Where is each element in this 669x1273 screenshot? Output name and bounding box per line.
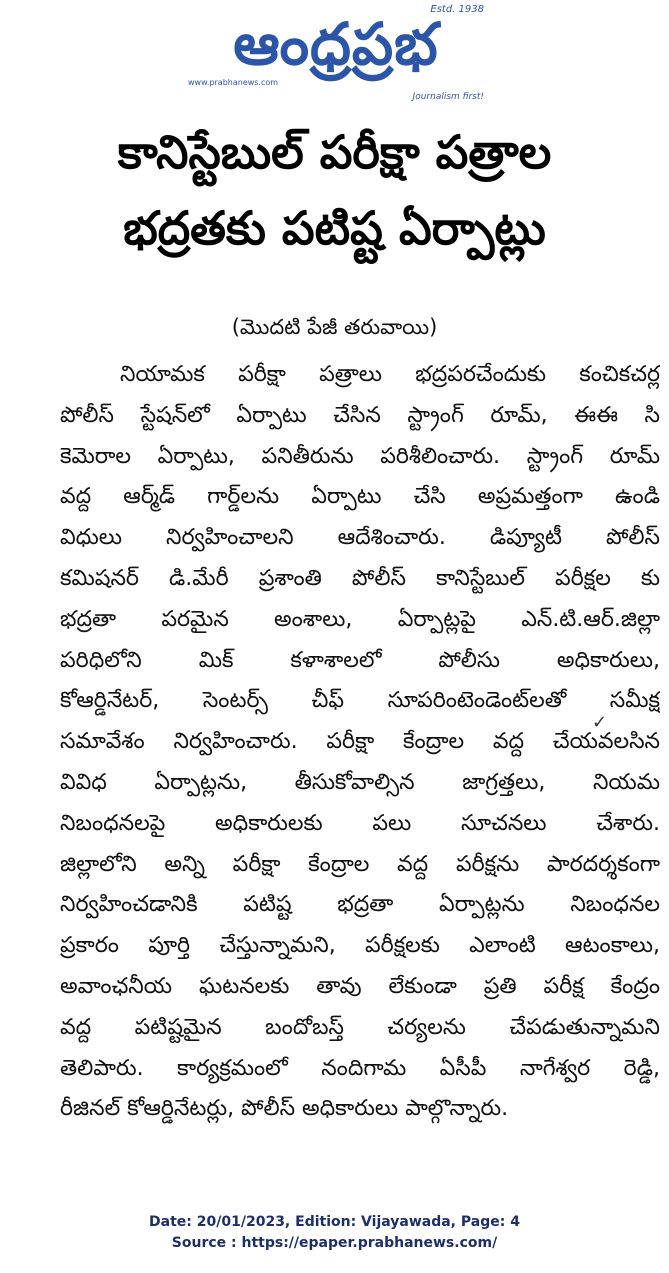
article-line: జిల్లాలోని అన్ని పరీక్షా కేంద్రాల వద్ద పరీక్షను పారదర్శకంగా: [60, 851, 660, 877]
article-line: అవాంఛనీయ ఘటనలకు తావు లేకుండా ప్రతి పరీక్ష కేంద్రం: [60, 973, 660, 999]
footer-date-edition: Date: 20/01/2023, Edition: Vijayawada, Page: 4: [149, 1214, 520, 1230]
article-line: కమిషనర్ డి.మేరీ ప్రశాంతి పోలీస్ కానిస్టేబుల్ పరీక్షల కు: [60, 565, 660, 591]
article-line: విధులు నిర్వహించాలని ఆదేశించారు. డిప్యూటీ పోలీస్: [60, 525, 660, 551]
headline-line-2: భద్రతకు పటిష్ట ఏర్పాట్లు: [123, 201, 546, 255]
logo-wordmark: ఆంధ్రప్రభ: [233, 10, 439, 78]
article-line: పోలీస్ స్టేషన్‌లో ఏర్పాటు చేసిన స్ట్రాంగ్ రూమ్, ఈఈ సి: [60, 402, 660, 428]
article-line: వద్ద ఆర్మ్‌డ్ గార్డ్‌లను ఏర్పాటు చేసి అప్రమత్తంగా ఉండి: [60, 484, 660, 510]
article-line: నిర్వహించడానికి పటిష్ట భద్రతా ఏర్పాట్లను నిబంధనల: [60, 892, 660, 918]
article-line: వద్ద పటిష్టమైన బందోబస్త్ చర్యలను చేపడుతున్నామని: [60, 1014, 660, 1040]
article-line: పరిధిలోని మిక్ కళాశాలలో పోలీసు అధికారులు,: [60, 647, 660, 673]
article-line: నియామక పరీక్షా పత్రాలు భద్రపరచేందుకు కంచికచర్ల: [120, 362, 660, 387]
masthead: [0, 0, 669, 105]
tagline: Journalism first!: [412, 92, 484, 102]
article-line: కెమెరాల ఏర్పాటు, పనితీరును పరిశీలించారు. స్ట్రాంగ్ రూమ్: [60, 443, 660, 469]
continued-subtitle: (మొదటి పేజీ తరువాయి): [231, 315, 438, 339]
article-line: రీజినల్ కోఆర్డినేటర్లు, పోలీస్ అధికారులు పాల్గొన్నారు.: [60, 1096, 509, 1122]
article-line: భద్రతా పరమైన అంశాలు, ఏర్పాట్లపై ఎన్.టి.ఆర్.జిల్లా: [60, 606, 660, 632]
headline-line-1: కానిస్టేబుల్ పరీక్షా పత్రాల: [117, 125, 552, 179]
website-label: www.prabhanews.com: [188, 78, 279, 87]
footer-source: Source : https://epaper.prabhanews.com/: [171, 1235, 498, 1251]
article-line: తెలిపారు. కార్యక్రమంలో నందిగామ ఏసీపీ నాగేశ్వర రెడ్డి,: [60, 1055, 660, 1081]
newspaper-logo: [186, 4, 486, 102]
estd-label: Estd. 1938: [430, 4, 484, 15]
article-line: వివిధ ఏర్పాట్లను, తీసుకోవాల్సిన జాగ్రత్తలు, నియమ: [60, 769, 660, 795]
article-line: సమావేశం నిర్వహించారు. పరీక్షా కేంద్రాల వద్ద చేయవలసిన: [60, 729, 660, 755]
article-line: కోఆర్డినేటర్, సెంటర్స్ చీఫ్ సూపరింటెండెంట్‌లతో సమీక్ష: [60, 688, 660, 714]
check-mark-icon: ✓: [592, 712, 608, 733]
article-line: ప్రకారం పూర్తి చేస్తున్నామని, పరీక్షలకు ఎలాంటి ఆటంకాలు,: [60, 933, 660, 959]
article-body: [60, 355, 660, 1130]
article-line: నిబంధనలపై అధికారులకు పలు సూచనలు చేశారు.: [60, 810, 660, 836]
